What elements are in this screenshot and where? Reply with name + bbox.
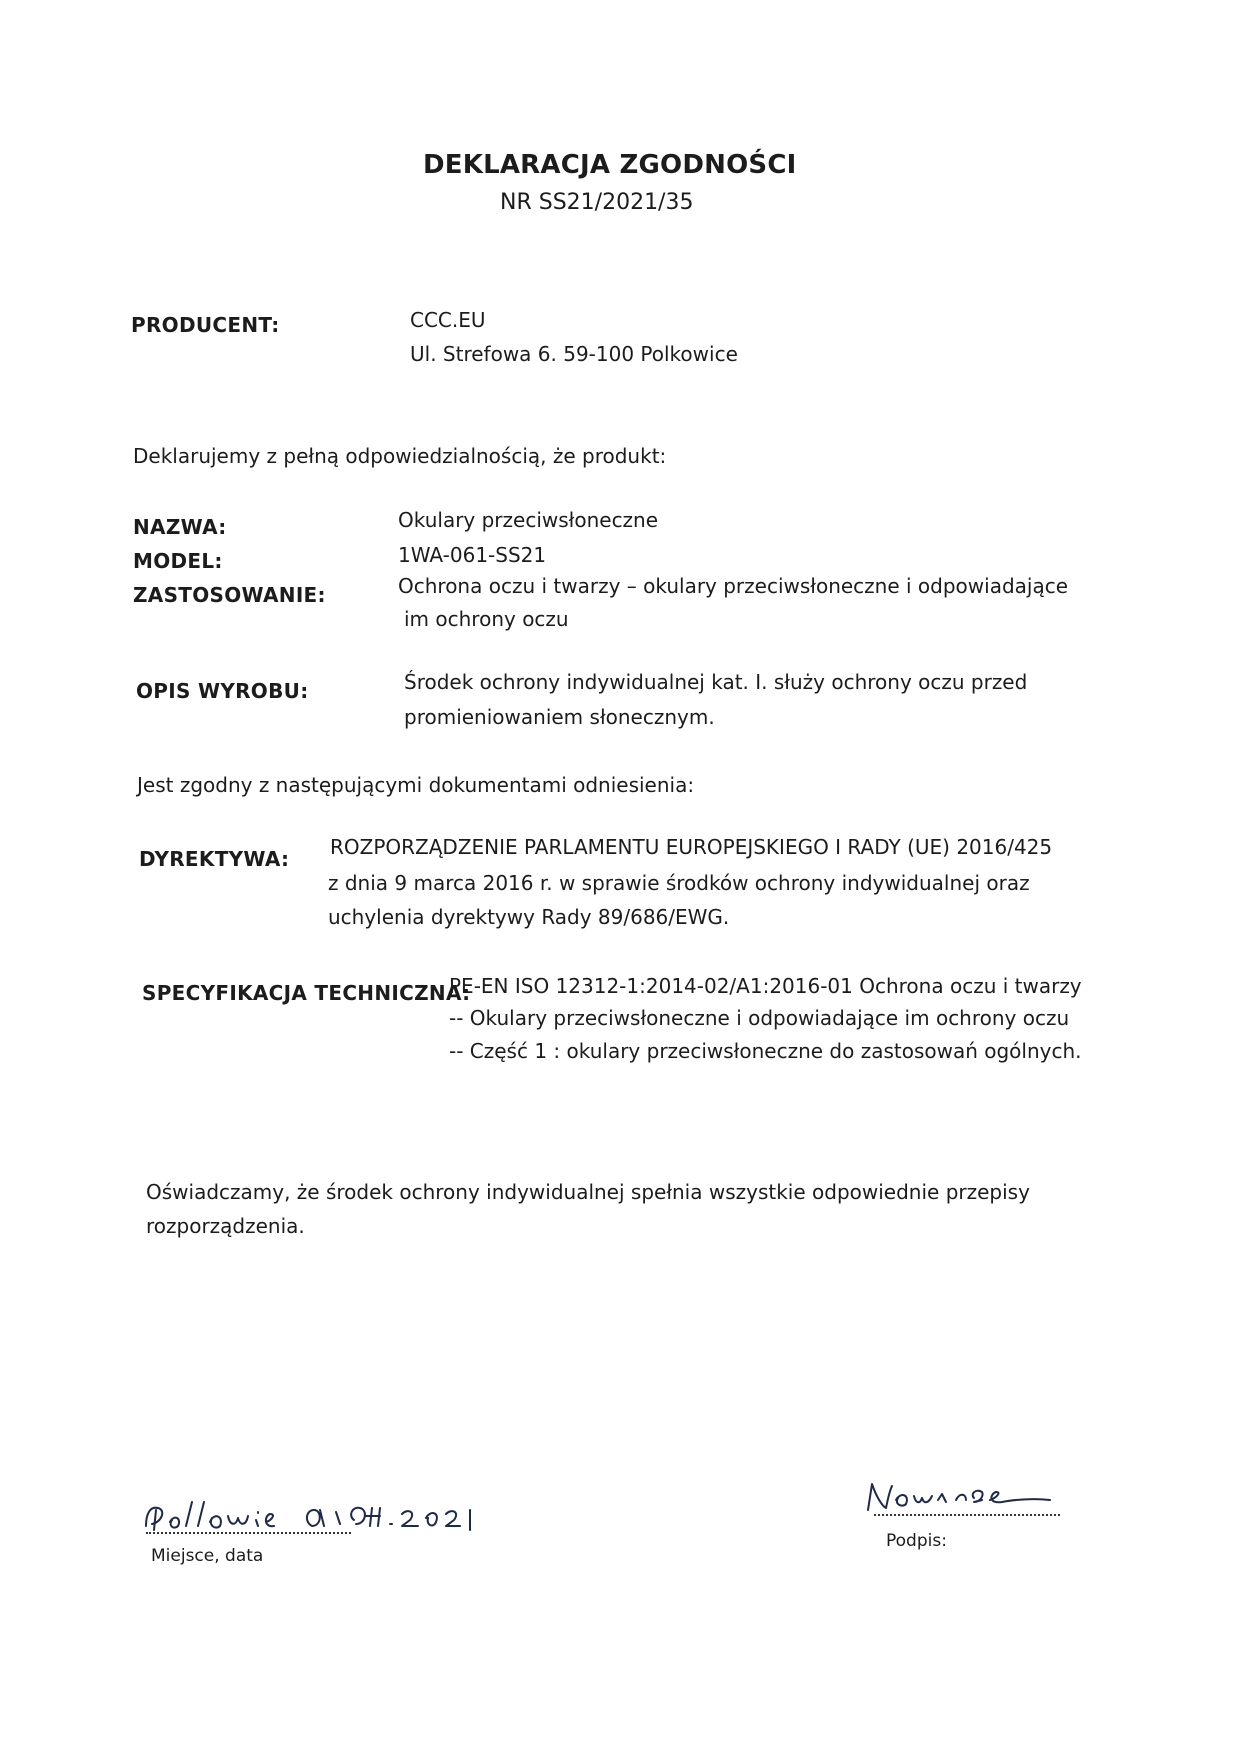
directive-label: DYREKTYWA: xyxy=(139,847,290,871)
directive-line-1: ROZPORZĄDZENIE PARLAMENTU EUROPEJSKIEGO I RADY (UE) 2016/425 xyxy=(330,835,1053,859)
product-name-label: NAZWA: xyxy=(133,515,227,539)
specification-label: SPECYFIKACJA TECHNICZNA: xyxy=(142,981,471,1005)
signature-dotted-line xyxy=(874,1514,1060,1516)
product-description-label: OPIS WYROBU: xyxy=(136,679,309,703)
product-description-1: Środek ochrony indywidualnej kat. I. służy ochrony oczu przed xyxy=(404,670,1028,694)
statement-line-1: Oświadczamy, że środek ochrony indywidualnej spełnia wszystkie odpowiednie przepisy xyxy=(146,1180,1030,1204)
product-model-value: 1WA-061-SS21 xyxy=(398,543,547,567)
product-description-2: promieniowaniem słonecznym. xyxy=(404,705,715,729)
directive-line-3: uchylenia dyrektywy Rady 89/686/EWG. xyxy=(328,905,730,929)
conformity-intro: Jest zgodny z następującymi dokumentami odniesienia: xyxy=(137,773,695,797)
specification-line-2: -- Okulary przeciwsłoneczne i odpowiadające im ochrony oczu xyxy=(449,1006,1070,1030)
product-use-label: ZASTOSOWANIE: xyxy=(133,583,326,607)
statement-line-2: rozporządzenia. xyxy=(146,1214,305,1238)
product-model-label: MODEL: xyxy=(133,549,223,573)
document-title: DEKLARACJA ZGODNOŚCI xyxy=(423,150,797,180)
product-use-value-1: Ochrona oczu i twarzy – okulary przeciwsłoneczne i odpowiadające xyxy=(398,574,1069,598)
producer-address: Ul. Strefowa 6. 59-100 Polkowice xyxy=(410,342,738,366)
signature-handwriting xyxy=(862,1474,1062,1518)
specification-line-1: PE-EN ISO 12312-1:2014-02/A1:2016-01 Ochrona oczu i twarzy xyxy=(449,974,1082,998)
signature-label: Podpis: xyxy=(886,1531,947,1551)
directive-line-2: z dnia 9 marca 2016 r. w sprawie środków ochrony indywidualnej oraz xyxy=(328,871,1030,895)
declaration-intro: Deklarujemy z pełną odpowiedzialnością, że produkt: xyxy=(133,444,667,468)
producer-label: PRODUCENT: xyxy=(131,313,280,337)
document-number: NR SS21/2021/35 xyxy=(500,190,694,215)
specification-line-3: -- Część 1 : okulary przeciwsłoneczne do zastosowań ogólnych. xyxy=(449,1039,1082,1063)
place-date-label: Miejsce, data xyxy=(151,1546,264,1566)
place-date-dotted-line xyxy=(146,1532,351,1534)
product-name-value: Okulary przeciwsłoneczne xyxy=(398,508,659,532)
product-use-value-2: im ochrony oczu xyxy=(404,607,569,631)
producer-name: CCC.EU xyxy=(410,308,486,332)
